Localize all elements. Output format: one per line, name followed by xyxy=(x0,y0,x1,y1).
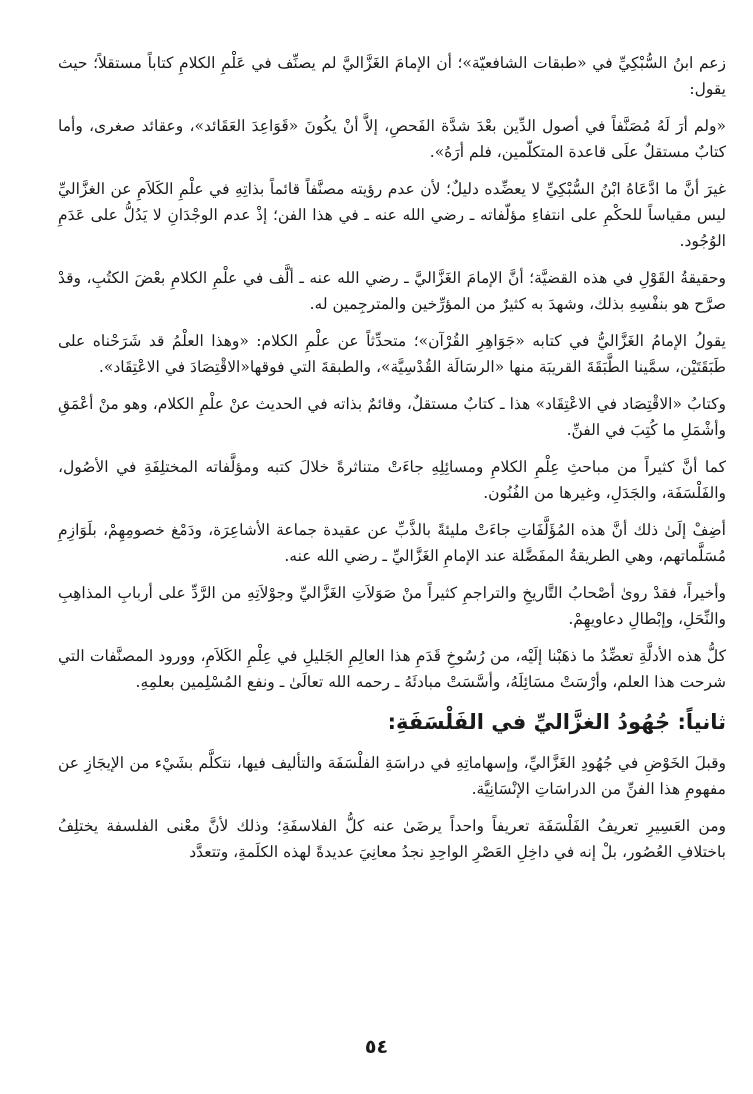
paragraph-rebuttal: غيرَ أنَّ ما ادَّعَاهُ ابْنُ السُّبْكِيِّ لا يعضِّده دليلٌ؛ لأن عدم رؤيته مصنَّفاً قائماً بذاتِهِ في علْمِ الكَلاَمِ عن الغزَّاليِّ ليس مقياساً للحكْمِ على انتفاءِ مؤلّفاته ـ رضي الله عنه ـ في هذا الفن؛ إذْ عدم الوجْدَانِ لا يَدُلُّ على عَدَمِ الوُجُود. xyxy=(58,180,726,250)
paragraph-jawahir-quote: يقولُ الإمامُ الغَزَّاليُّ في كتابه «جَوَاهِرِ القُرْآن»؛ متحدِّثاً عن علْمِ الكلام: «وهذا العلْمُ قد شَرَحْناه على طَبَقَتَيْن، سمَّينا الطَّبَقَةَ القريبَة منها «الرسَالَة القُدْسِيَّة»، والطبقةَ التي فوقها«الاقْتِصَادَ في الاعْتِقَاد». xyxy=(58,332,726,376)
paragraph-ashari-defense: أضِفْ إلَىٰ ذلك أنَّ هذه المُؤَلَّفَاتِ جاءَتْ مليئةً بالذَّبِّ عن عقيدة جماعة الأشاعِرَة، ودَمْغ خصومِهِمْ، بلَوَازِمِ مُسَلَّماتهم، وهي الطريقةُ المفَضَّلة عند الإمامِ الغَزَّاليِّ ـ رضي الله عنه. xyxy=(58,521,726,565)
paragraph-conclusion: كلُّ هذه الأدلَّةِ تعضِّدُ ما ذهَبْنا إلَيْه، من رُسُوخِ قَدَمِ هذا العالِمِ الجَليلِ في عِلْمِ الكَلاَمِ، وورود المصنَّفات التي شرحت هذا العلم، وأرْسَتْ مسَائِلَهُ، وأسَّسَتْ مبادئَهُ ـ رحمه الله تعالَىٰ ـ ونفع المُسْلِمين بعلمِهِ. xyxy=(58,647,726,691)
paragraph-historians: وأخيراً، فقدْ روىٰ أصْحابُ التَّاريخِ والتراجمِ كثيراً منْ صَوَلاَتِ الغَزَّاليِّ وجوْلاَتِهِ من الرَّدِّ على أربابِ المذاهِبِ والنِّحَلِ، وإبْطالِ دعاويهِمْ. xyxy=(58,584,726,628)
paragraph-subki-quote: «ولم أرَ لَهُ مُصَنَّفاً في أصول الدِّين بعْدَ شدَّة الفَحصِ، إلاَّ أنْ يكُونَ «قَوَاعِدَ العَقَائد»، وعقائد صغرى، وأما كتابٌ مستقلٌ علَى قاعدة المتكلّمين، فلم أرَهُ». xyxy=(58,117,726,161)
page-body xyxy=(58,50,726,876)
page-number: ٥٤ xyxy=(364,1036,389,1058)
paragraph-subki-claim: زعم ابنُ السُّبْكِيِّ في «طبقات الشافعيّة»؛ أن الإمامَ الغَزَّاليَّ لم يصنِّف في عَلْمِ الكلامِ كتاباً مستقلاً؛ حيث يقول: xyxy=(58,54,726,98)
section-heading: ثانياً: جُهُودُ الغزَّاليِّ في الفَلْسَفَةِ: xyxy=(387,710,726,734)
paragraph-iqtisad-book: وكتابُ «الاقْتِصَاد في الاعْتِقَاد» هذا ـ كتابٌ مستقلٌ، وقائمٌ بذاته في الحديث عنْ علْمِ الكلام، وهو منْ أعْمَقِ وأشْمَلِ ما كُتِبَ في الفنِّ. xyxy=(58,395,726,439)
paragraph-truth-of-matter: وحقيقةُ القَوْلِ في هذه القضيَّة؛ أنَّ الإمامَ الغَزَّاليَّ ـ رضي الله عنه ـ ألَّف في علْمِ الكلامِ بعْضَ الكتُبِ، وقدْ صرَّح هو بنفْسِهِ بذلك، وشهدَ به كثيرٌ من المؤرِّخين والمترجِمين له. xyxy=(58,269,726,313)
paragraph-philosophy-intro: وقبلَ الخَوْضِ في جُهُودِ الغَزَّاليِّ، وإسهاماتِهِ في دراسَةِ الفلْسَفَة والتأليف فيها، نتكلَّم بشَيْء من الإيجَازِ عن مفهومِ هذا الفنِّ من الدراسَاتِ الإنْسَانِيَّة. xyxy=(58,754,726,798)
paragraph-scattered-topics: كما أنَّ كثيراً من مباحثِ عِلْمِ الكلامِ ومسائِلِهِ جاءَتْ متناثرةً خلالَ كتبه ومؤلَّفاته المختلِفَةِ في الأصُول، والفَلْسَفَة، والجَدَلِ، وغيرها من الفُنُون. xyxy=(58,458,726,502)
paragraph-philosophy-definition: ومن العَسِيرِ تعريفُ الفَلْسَفَة تعريفاً واحداً يرضَىٰ عنه كلُّ الفلاسفَةِ؛ وذلك لأنَّ معْنى الفلسفة يختلِفُ باختلافِ العُصُور، بلْ إنه في داخِلِ العَصْرِ الواحِدِ نجدُ معانِيَ عديدةً لهذه الكلَمةِ، وتتعدَّد xyxy=(58,817,726,861)
